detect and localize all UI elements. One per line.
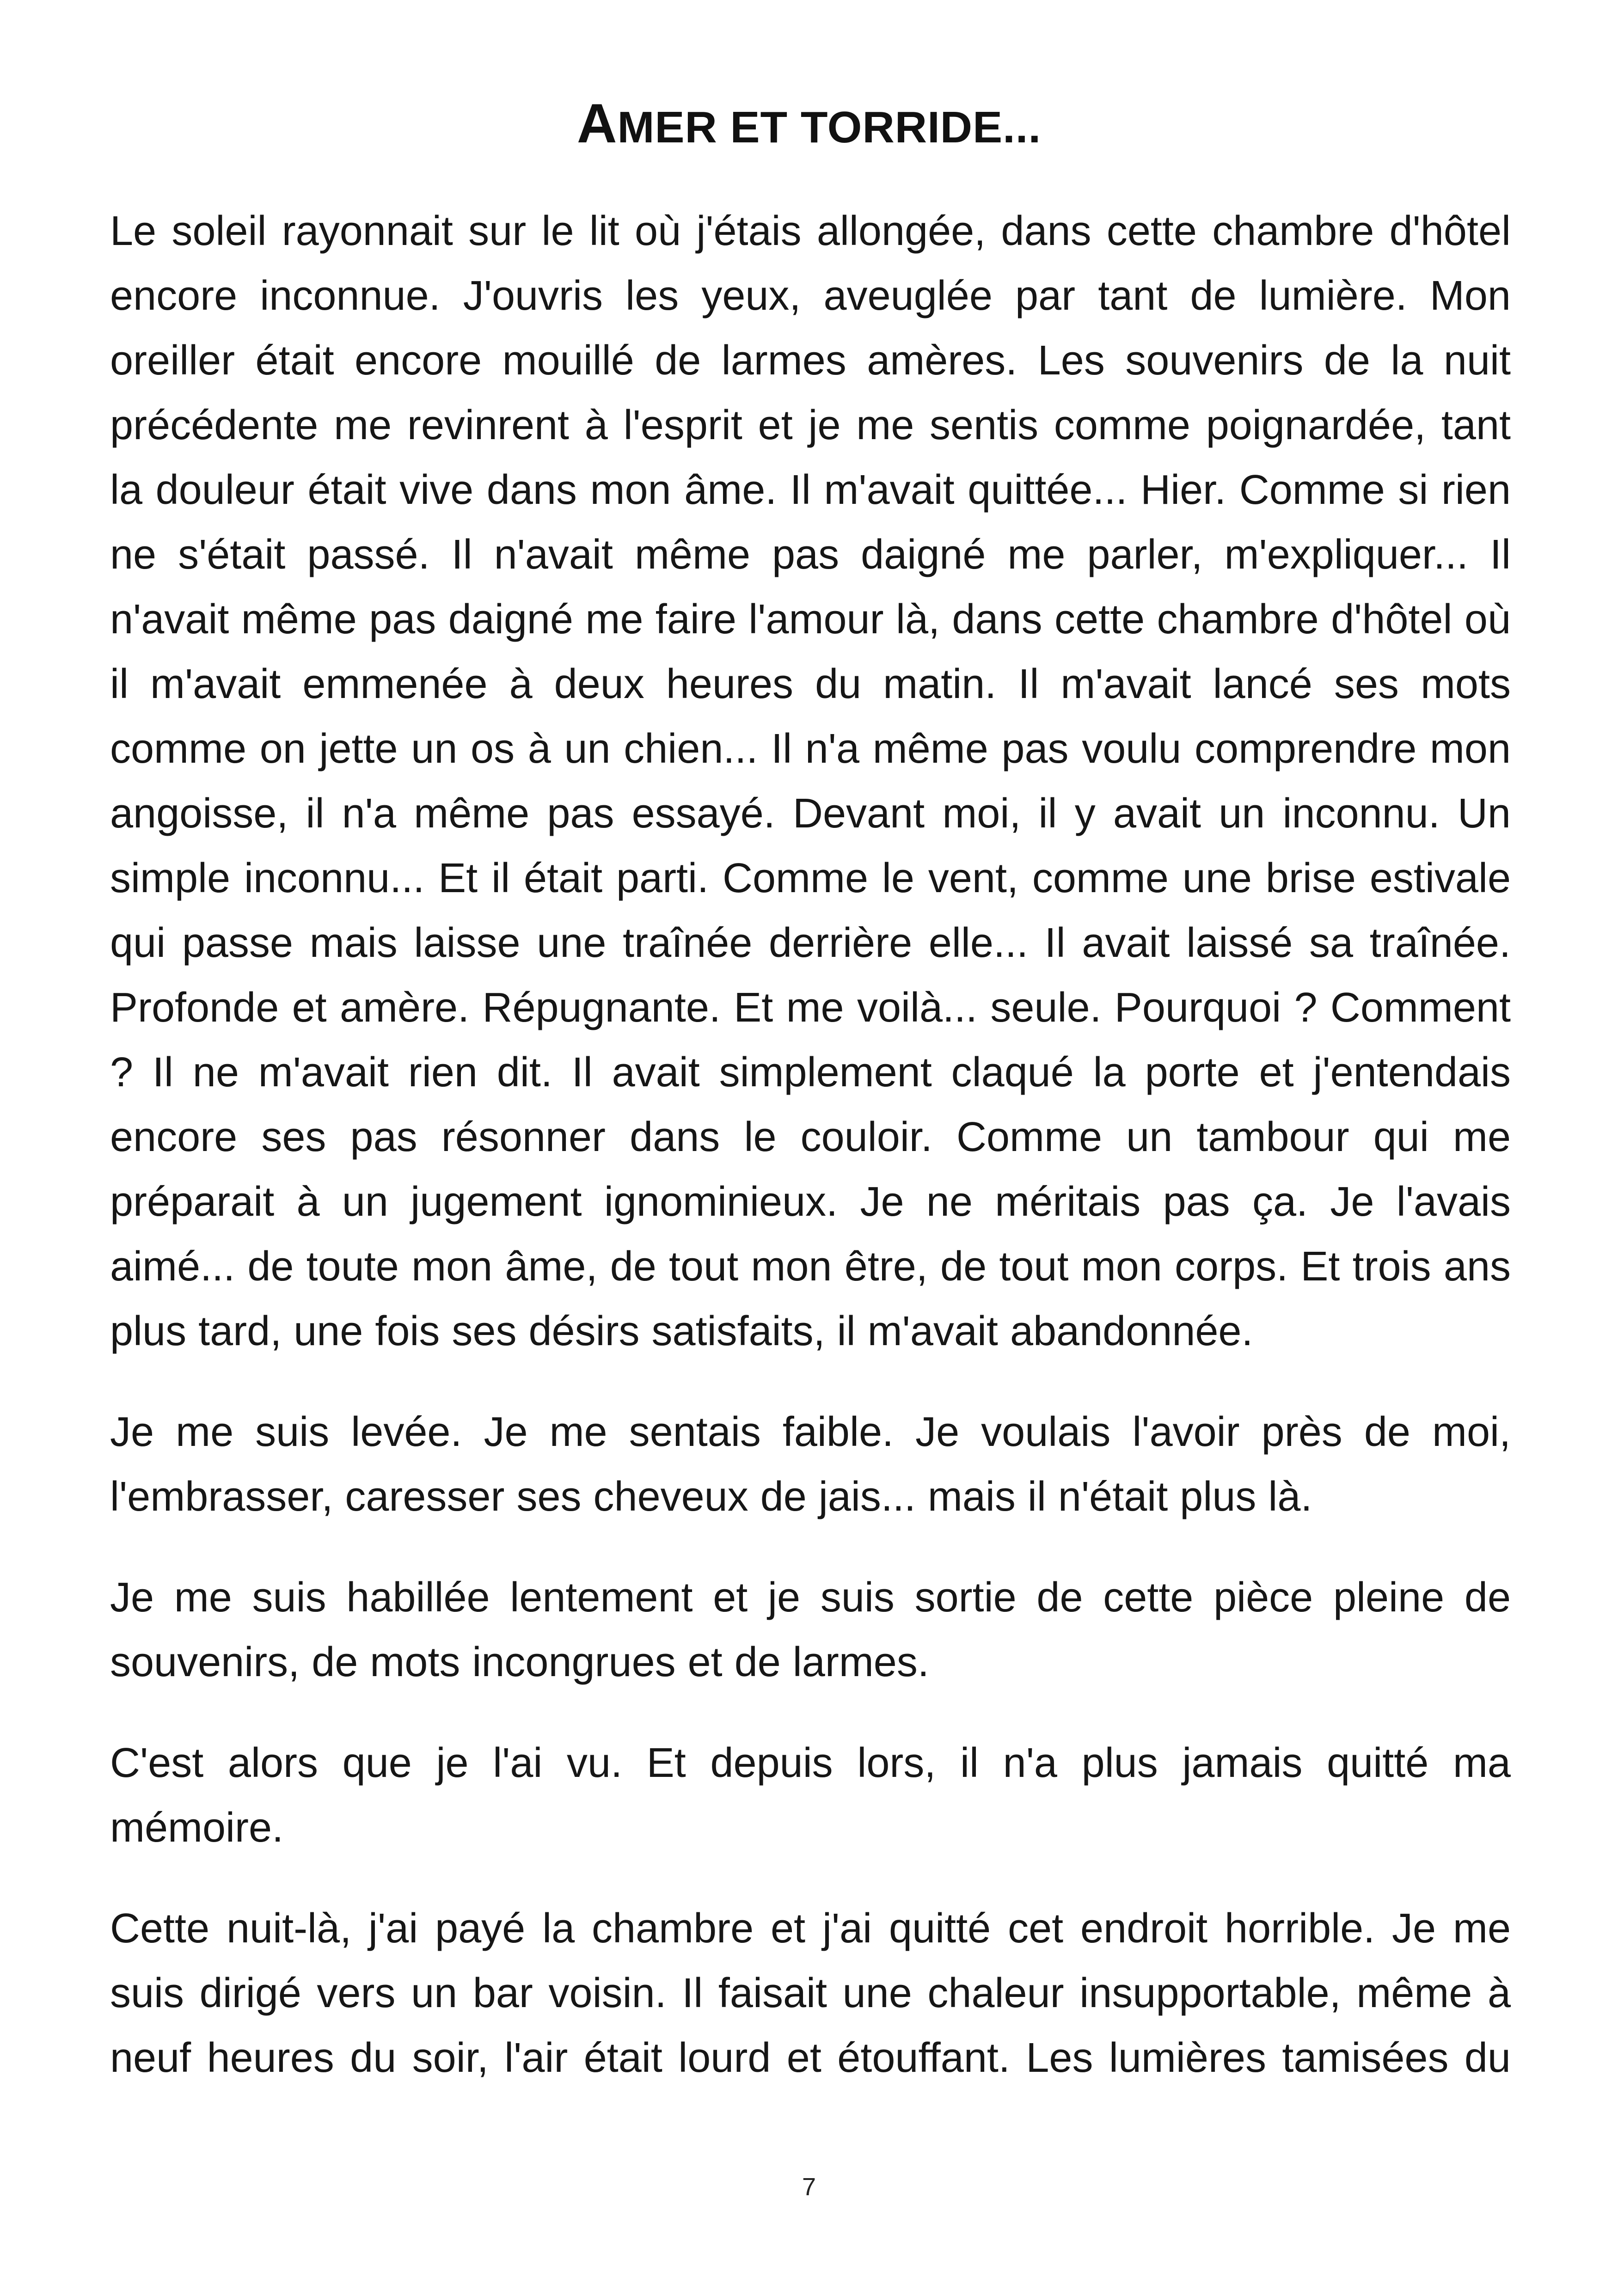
body-text: [110, 199, 1511, 2126]
paragraph: Le soleil rayonnait sur le lit où j'étais allongée, dans cette chambre d'hôtel encore inconnue. J'ouvris les yeux, aveuglée par tant de lumière. Mon oreiller était encore mouillé de larmes amères. Les souvenirs de la nuit précédente me revinrent à l'esprit et je me sentis comme poignardée, tant la douleur était vive dans mon âme. Il m'avait quittée... Hier. Comme si rien ne s'était passé. Il n'avait même pas daigné me parler, m'expliquer... Il n'avait même pas daigné me faire l'amour là, dans cette chambre d'hôtel où il m'avait emmenée à deux heures du matin. Il m'avait lancé ses mots comme on jette un os à un chien... Il n'a même pas voulu comprendre mon angoisse, il n'a même pas essayé. Devant moi, il y avait un inconnu. Un simple inconnu... Et il était parti. Comme le vent, comme une brise estivale qui passe mais laisse une traînée derrière elle... Il avait laissé sa traînée. Profonde et amère. Répugnante. Et me voilà... seule. Pourquoi ? Comment ? Il ne m'avait rien dit. Il avait simplement claqué la porte et j'entendais encore ses pas résonner dans le couloir. Comme un tambour qui me préparait à un jugement ignominieux. Je ne méritais pas ça. Je l'avais aimé... de toute mon âme, de tout mon être, de tout mon corps. Et trois ans plus tard, une fois ses désirs satisfaits, il m'avait abandonnée.: [110, 208, 1511, 1354]
chapter-title-rest: MER ET TORRIDE...: [617, 103, 1042, 152]
paragraph: Je me suis levée. Je me sentais faible. Je voulais l'avoir près de moi, l'embrasser, caresser ses cheveux de jais... mais il n'était plus là.: [110, 1409, 1511, 1520]
paragraph: Cette nuit-là, j'ai payé la chambre et j'ai quitté cet endroit horrible. Je me suis dirigé vers un bar voisin. Il faisait une chaleur insupportable, même à neuf heures du soir, l'air était lourd et étouffant. Les lumières tamisées du: [110, 1905, 1511, 2081]
paragraph: Je me suis habillée lentement et je suis sortie de cette pièce pleine de souvenirs, de mots incongrues et de larmes.: [110, 1574, 1511, 1685]
paragraph: C'est alors que je l'ai vu. Et depuis lors, il n'a plus jamais quitté ma mémoire.: [110, 1740, 1511, 1851]
chapter-title: [0, 90, 1618, 157]
page-number: 7: [802, 2173, 816, 2201]
chapter-title-initial: A: [576, 92, 618, 154]
